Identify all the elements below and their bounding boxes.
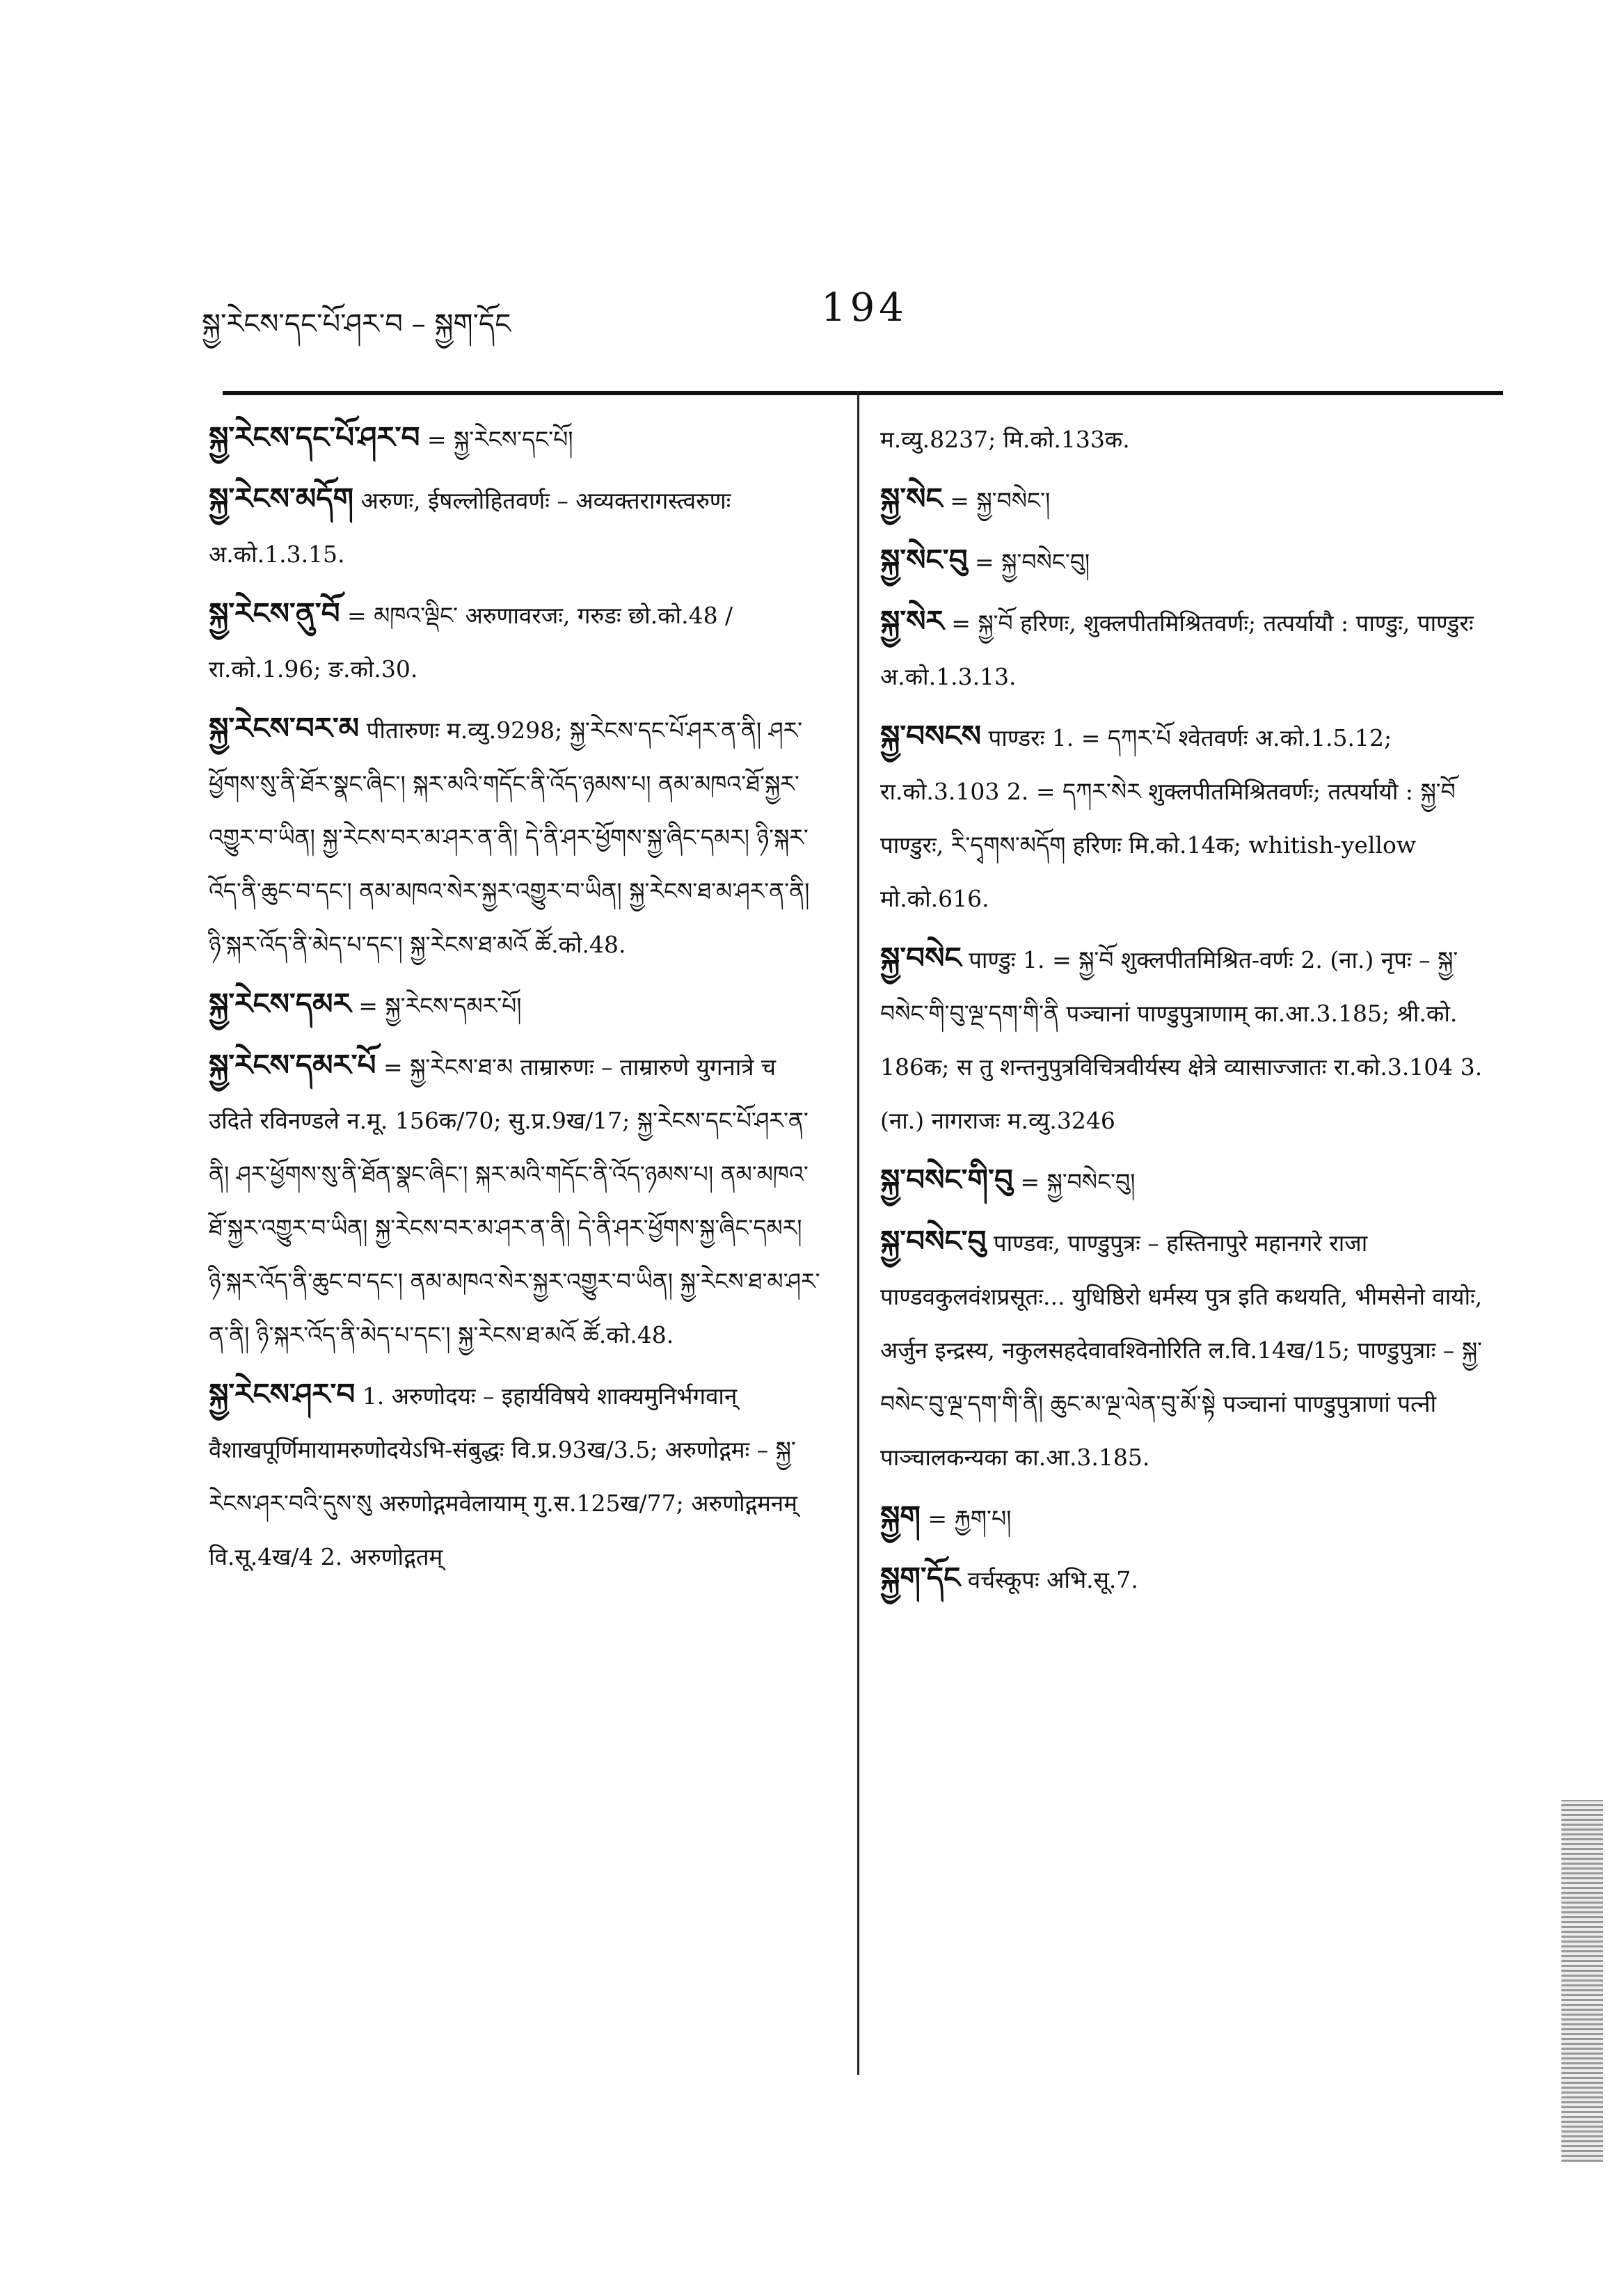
dictionary-entry bbox=[880, 931, 1499, 1147]
entry-text: पीतारुणः म.व्यु.9298; སྐྱ་རེངས་དང་པོ་ཤར་ན་ནི། ཤར་ཕྱོགས་སུ་ནི་ཐོར་སྣང་ཞིང་། སྐར་མའི་གདོང་ནི་འོད་ཉམས་པ། ནམ་མཁའ་ཐོ་སྐྱར་འགྱུར་བ་ཡིན། སྐྱ་རེངས་བར་མ་ཤར་ན་ནི། དེ་ནི་ཤར་ཕྱོགས་སྐྱ་ཞིང་དམར། ཉི་སྐར་འོད་ནི་ཆུང་བ་དང་། ནམ་མཁའ་སེར་སྐྱར་འགྱུར་བ་ཡིན། སྐྱ་རེངས་ཐ་མ་ཤར་ན་ནི། ཉི་སྐར་འོད་ནི་མེད་པ་དང་། སྐྱ་རེངས་ཐ་མའོ ཚོ.को.48. bbox=[209, 717, 810, 958]
entry-headword: སྐྱ་རེངས་དམར bbox=[209, 987, 351, 1021]
entry-headword: སྐྱ་སེང་བུ bbox=[880, 543, 968, 577]
running-head bbox=[202, 285, 1524, 341]
entry-text: वर्चस्कूपः अभि.सू.7. bbox=[967, 1566, 1138, 1593]
entry-headword: སྐྱ་རེངས་བར་མ bbox=[209, 711, 360, 745]
dictionary-entry bbox=[880, 1490, 1499, 1545]
entry-headword: སྐྱག་དོང bbox=[880, 1561, 961, 1595]
header-rule bbox=[223, 391, 1503, 395]
left-column bbox=[209, 411, 821, 1589]
entry-headword: སྐྱ་བསངས bbox=[880, 719, 982, 753]
scan-edge-artifact bbox=[1561, 1800, 1603, 2162]
entry-text: = སྐྱ་བོ हरिणः, शुक्लपीतमिश्रितवर्णः; तत्पर्यायौ : पाण्डुः, पाण्डुरः अ.को.1.3.13. bbox=[880, 609, 1474, 690]
entry-headword: སྐྱ་རེངས་དམར་པོ bbox=[209, 1048, 376, 1082]
dictionary-entry bbox=[209, 1038, 821, 1362]
entry-text: पाण्डरः 1. = དཀར་པོ श्वेतवर्णः अ.को.1.5.12; रा.को.3.103 2. = དཀར་སེར शुक्लपीतमिश्रितवर्णः; तत्पर्यायौ : སྐྱ་བོ पाण्डुरः, རི་དྭགས་མདོག हरिणः मि.को.14क; whitish-yellow मो.को.616. bbox=[880, 724, 1456, 912]
entry-headword: སྐྱ་རེངས་ནུ་བོ bbox=[209, 596, 340, 630]
dictionary-entry bbox=[880, 1153, 1499, 1209]
entry-headword: སྐྱ་སེང bbox=[880, 481, 943, 516]
entry-text: 1. अरुणोदयः – इहार्यविषये शाक्यमुनिर्भगवान् वैशाखपूर्णिमायामरुणोदयेऽभि-संबुद्धः वि.प्र.93ख/3.5; अरुणोद्गमः – སྐྱ་རེངས་ཤར་བའི་དུས་སུ अरुणोद्गमवेलायाम् गु.स.125ख/77; अरुणोद्गमनम् वि.सू.4ख/4 2. अरुणोद्गतम् bbox=[209, 1382, 797, 1570]
dictionary-entry bbox=[880, 411, 1499, 466]
column-divider bbox=[857, 391, 859, 2075]
entry-text: पाण्डुः 1. = སྐྱ་བོ शुक्लपीतमिश्रित-वर्णः 2. (ना.) नृपः – སྐྱ་བསེང་གི་བུ་ལྔ་དག་གི་ནི पञ्चानां पाण्डुपुत्राणाम् का.आ.3.185; श्री.को. 186क; स तु शन्तनुपुत्रविचित्रवीर्यस्य क्षेत्रे व्यासाज्जातः रा.को.3.104 3. (ना.) नागराजः म.व्यु.3246 bbox=[880, 946, 1483, 1134]
entry-headword: སྐྱ་རེངས་ཤར་བ bbox=[209, 1377, 356, 1411]
entry-text: = སྐྱ་རེངས་ཐ་མ ताम्रारुणः – ताम्रारुणे युगनात्रे च उदिते रविनण्डले न.मू. 156क/70; सु.प्र.9ख/17; སྐྱ་རེངས་དང་པོ་ཤར་ན་ནི། ཤར་ཕྱོགས་སུ་ནི་ཐོན་སྣང་ཞིང་། སྐར་མའི་གདོང་ནི་འོད་ཉམས་པ། ནམ་མཁའ་ཐོ་སྐྱར་འགྱུར་བ་ཡིན། སྐྱ་རེངས་བར་མ་ཤར་ན་ནི། དེ་ནི་ཤར་ཕྱོགས་སྐྱ་ཞིང་དམར། ཉི་སྐར་འོད་ནི་ཆུང་བ་དང་། ནམ་མཁའ་སེར་སྐྱར་འགྱུར་བ་ཡིན། སྐྱ་རེངས་ཐ་མ་ཤར་ན་ནི། ཉི་སྐར་འོད་ནི་མེད་པ་དང་། སྐྱ་རེངས་ཐ་མའོ ཚོ.को.48. bbox=[209, 1053, 820, 1348]
dictionary-entry bbox=[880, 1551, 1499, 1607]
dictionary-entry bbox=[880, 533, 1499, 589]
dictionary-entry bbox=[880, 594, 1499, 703]
entry-headword: སྐྱ་བསེང་བུ bbox=[880, 1224, 987, 1258]
entry-headword: སྐྱ་སེར bbox=[880, 604, 944, 638]
entry-text: पाण्डवः, पाण्डुपुत्रः – हस्तिनापुरे महानगरे राजा पाण्डवकुलवंशप्रसूतः... युधिष्ठिरो धर्मस्य पुत्र इति कथयति, भीमसेनो वायोः, अर्जुन इन्द्रस्य, नकुलसहदेवावश्विनोरिति ल.वि.14ख/15; पाण्डुपुत्राः – སྐྱ་བསེང་བུ་ལྔ་དག་གི་ནི། ཆུང་མ་ལྔ་ལེན་བུ་མོ་སྟེ पञ्चानां पाण्डुपुत्राणां पत्नी पाञ्चालकन्यका का.आ.3.185. bbox=[880, 1229, 1483, 1471]
dictionary-entry bbox=[209, 411, 821, 466]
dictionary-entry bbox=[880, 472, 1499, 527]
entry-headword: སྐྱ་བསེང་གི་བུ bbox=[880, 1163, 1013, 1197]
page-number: 194 bbox=[821, 285, 908, 330]
entry-text: = སྐྱ་རེངས་དམར་པོ། bbox=[358, 992, 522, 1019]
dictionary-entry bbox=[880, 709, 1499, 925]
entry-text: = སྐྱ་བསེང་། bbox=[950, 487, 1051, 514]
entry-text: = སྐྱ་བསེང་བུ། bbox=[1020, 1168, 1136, 1195]
entry-headword: སྐྱ་རེངས་མདོག bbox=[209, 481, 354, 516]
dictionary-entry bbox=[209, 701, 821, 971]
running-head-left: སྐྱ་རེངས་དང་པོ་ཤར་བ – སྐྱག་དོང bbox=[202, 308, 511, 340]
entry-headword: སྐྱ་བསེང bbox=[880, 941, 962, 975]
entry-headword: སྐྱག bbox=[880, 1499, 921, 1533]
dictionary-entry bbox=[209, 472, 821, 581]
right-column bbox=[880, 411, 1499, 1612]
entry-text: = སྐྱ་རེངས་དང་པོ། bbox=[427, 426, 573, 453]
entry-text: म.व्यु.8237; मि.को.133क. bbox=[880, 426, 1130, 453]
entry-text: = རྐྱག་པ། bbox=[928, 1505, 1012, 1532]
dictionary-entry bbox=[209, 587, 821, 696]
entry-text: = མཁའ་ལྡིང་ अरुणावरजः, गरुडः छो.को.48 / रा.को.1.96; ङ.को.30. bbox=[209, 602, 733, 683]
entry-headword: སྐྱ་རེངས་དང་པོ་ཤར་བ bbox=[209, 420, 420, 454]
entry-text: = སྐྱ་བསེང་བུ། bbox=[975, 548, 1090, 575]
dictionary-entry bbox=[880, 1214, 1499, 1484]
dictionary-entry bbox=[209, 977, 821, 1033]
entry-text: अरुणः, ईषल्लोहितवर्णः – अव्यक्तरागस्त्वरुणः अ.को.1.3.15. bbox=[209, 487, 731, 568]
dictionary-entry bbox=[209, 1367, 821, 1584]
